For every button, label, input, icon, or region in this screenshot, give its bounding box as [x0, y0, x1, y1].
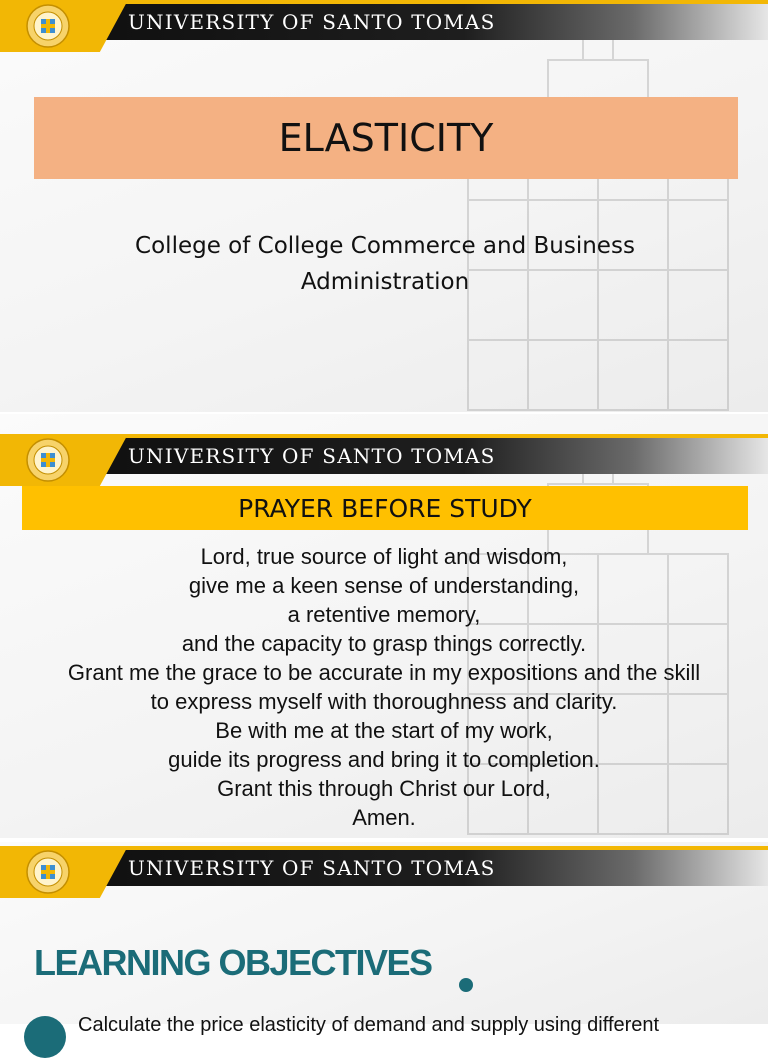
- college-line: College of College Commerce and Business: [135, 233, 635, 259]
- college-name: [60, 228, 710, 300]
- prayer-text: [14, 542, 754, 832]
- prayer-line: to express myself with thoroughness and clarity.: [150, 689, 618, 714]
- prayer-line: give me a keen sense of understanding,: [188, 573, 580, 598]
- prayer-line: Amen.: [352, 805, 416, 830]
- prayer-line: Grant this through Christ our Lord,: [217, 776, 551, 801]
- title-banner: [34, 97, 738, 179]
- prayer-banner: [22, 486, 748, 530]
- building-watermark-icon: [348, 0, 768, 412]
- university-name: UNIVERSITY OF SANTO TOMAS: [128, 856, 496, 880]
- university-name: UNIVERSITY OF SANTO TOMAS: [128, 10, 496, 34]
- slide-title: [0, 0, 768, 412]
- objective-text: Calculate the price elasticity of demand and supply using different: [78, 1014, 660, 1036]
- slide-prayer: [0, 414, 768, 838]
- prayer-heading: PRAYER BEFORE STUDY: [238, 493, 532, 523]
- ust-seal-icon: [26, 4, 70, 48]
- university-name: UNIVERSITY OF SANTO TOMAS: [128, 444, 496, 468]
- objective-bullet-icon: [24, 1016, 66, 1058]
- college-line: Administration: [300, 269, 470, 295]
- prayer-line: Grant me the grace to be accurate in my expositions and the skill: [67, 660, 701, 685]
- prayer-line: Lord, true source of light and wisdom,: [200, 544, 568, 569]
- prayer-line: a retentive memory,: [287, 602, 481, 627]
- prayer-line: Be with me at the start of my work,: [215, 718, 553, 743]
- prayer-line: guide its progress and bring it to completion.: [168, 747, 600, 772]
- ust-seal-icon: [26, 850, 70, 894]
- heading-dot: [459, 978, 473, 992]
- prayer-line: and the capacity to grasp things correctly.: [181, 631, 587, 656]
- slide-objectives: [0, 842, 768, 1036]
- slide-header: [0, 434, 768, 478]
- slide-title-text: ELASTICITY: [278, 116, 494, 160]
- slide-header: [0, 846, 768, 890]
- slide-header: [0, 0, 768, 44]
- ust-seal-icon: [26, 438, 70, 482]
- learning-objectives-heading: LEARNING OBJECTIVES: [34, 942, 432, 983]
